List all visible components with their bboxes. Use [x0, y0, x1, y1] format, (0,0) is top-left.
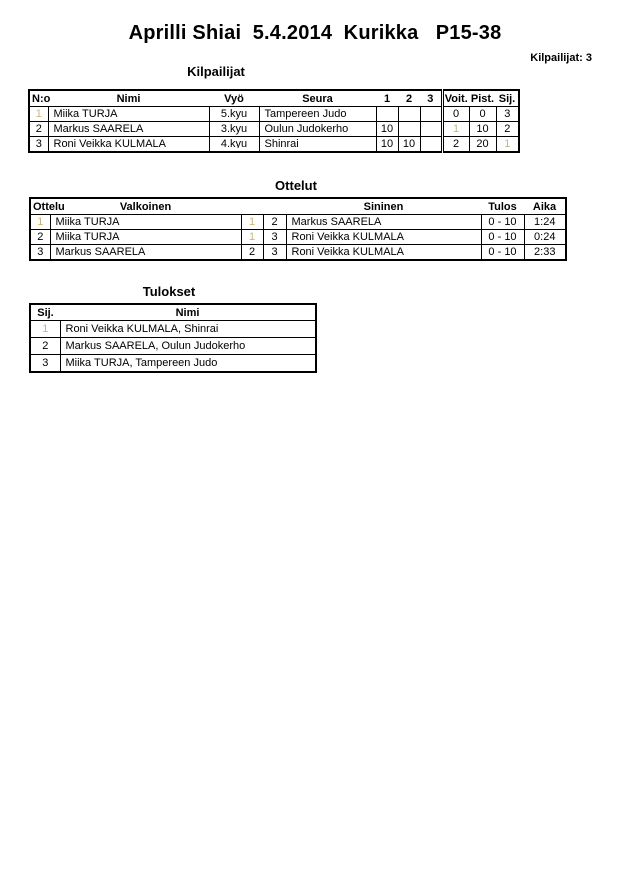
- cell-blue-no: 3: [263, 230, 286, 245]
- cell-blue-name: Markus SAARELA: [286, 215, 481, 230]
- cell-place: 2: [496, 122, 519, 137]
- cell-time: 2:33: [524, 245, 566, 261]
- result-row: [30, 321, 316, 338]
- col-header-name: Nimi: [60, 304, 316, 321]
- results-table: [29, 303, 317, 373]
- cell-no: 3: [29, 137, 48, 153]
- cell-belt: 4.kyu: [209, 137, 259, 153]
- cell-match3: [420, 122, 442, 137]
- match-row: [30, 230, 566, 245]
- cell-club: Tampereen Judo: [259, 107, 376, 122]
- col-header-points: Pist.: [469, 90, 496, 107]
- col-header-wins: Voit.: [442, 90, 469, 107]
- cell-place: 3: [30, 355, 60, 373]
- cell-match-no: 2: [30, 230, 50, 245]
- cell-time: 0:24: [524, 230, 566, 245]
- competitors-count-label: Kilpailijat: 3: [530, 52, 592, 64]
- matches-header-row: [30, 198, 566, 215]
- cell-match-no: 3: [30, 245, 50, 261]
- cell-match1: [376, 107, 398, 122]
- cell-white-no: 1: [241, 215, 263, 230]
- competitors-table: [28, 89, 520, 153]
- results-header-row: [30, 304, 316, 321]
- cell-result: 0 - 10: [481, 215, 524, 230]
- cell-white-no: 2: [241, 245, 263, 261]
- col-header-no: N:o: [29, 90, 48, 107]
- cell-white-name: Markus SAARELA: [50, 245, 241, 261]
- page-title: Aprilli Shiai 5.4.2014 Kurikka P15-38: [128, 22, 502, 44]
- competitor-row: [29, 137, 519, 153]
- cell-blue-no: 2: [263, 215, 286, 230]
- cell-wins: 0: [442, 107, 469, 122]
- section-title-tulokset: Tulokset: [142, 284, 196, 299]
- cell-name: Miika TURJA, Tampereen Judo: [60, 355, 316, 373]
- col-header-match3: 3: [420, 90, 442, 107]
- col-header-match2: 2: [398, 90, 420, 107]
- cell-points: 10: [469, 122, 496, 137]
- cell-place: 2: [30, 338, 60, 355]
- cell-club: Shinrai: [259, 137, 376, 153]
- col-header-blue-no: [263, 198, 286, 215]
- col-header-place: Sij.: [496, 90, 519, 107]
- cell-wins: 1: [442, 122, 469, 137]
- col-header-match: Ottelu: [30, 198, 50, 215]
- col-header-time: Aika: [524, 198, 566, 215]
- cell-name: Miika TURJA: [48, 107, 209, 122]
- col-header-match1: 1: [376, 90, 398, 107]
- cell-name: Roni Veikka KULMALA: [48, 137, 209, 153]
- cell-match2: [398, 122, 420, 137]
- cell-white-name: Miika TURJA: [50, 215, 241, 230]
- col-header-result: Tulos: [481, 198, 524, 215]
- competitor-row: [29, 122, 519, 137]
- cell-place: 3: [496, 107, 519, 122]
- cell-match-no: 1: [30, 215, 50, 230]
- col-header-white-no: [241, 198, 263, 215]
- col-header-place: Sij.: [30, 304, 60, 321]
- cell-blue-name: Roni Veikka KULMALA: [286, 230, 481, 245]
- col-header-blue: Sininen: [286, 198, 481, 215]
- cell-belt: 5.kyu: [209, 107, 259, 122]
- competitors-header-row: [29, 90, 519, 107]
- competitor-row: [29, 107, 519, 122]
- cell-time: 1:24: [524, 215, 566, 230]
- cell-match2: 10: [398, 137, 420, 153]
- cell-result: 0 - 10: [481, 230, 524, 245]
- cell-points: 20: [469, 137, 496, 153]
- result-row: [30, 355, 316, 373]
- result-row: [30, 338, 316, 355]
- matches-table: [29, 197, 567, 261]
- cell-no: 1: [29, 107, 48, 122]
- col-header-club: Seura: [259, 90, 376, 107]
- cell-blue-name: Roni Veikka KULMALA: [286, 245, 481, 261]
- cell-match1: 10: [376, 137, 398, 153]
- cell-belt: 3.kyu: [209, 122, 259, 137]
- cell-place: 1: [496, 137, 519, 153]
- cell-result: 0 - 10: [481, 245, 524, 261]
- cell-place: 1: [30, 321, 60, 338]
- cell-white-name: Miika TURJA: [50, 230, 241, 245]
- cell-white-no: 1: [241, 230, 263, 245]
- cell-match3: [420, 137, 442, 153]
- col-header-white: Valkoinen: [50, 198, 241, 215]
- col-header-belt: Vyö: [209, 90, 259, 107]
- cell-points: 0: [469, 107, 496, 122]
- section-title-kilpailijat: Kilpailijat: [187, 64, 245, 79]
- cell-match2: [398, 107, 420, 122]
- cell-match3: [420, 107, 442, 122]
- cell-name: Roni Veikka KULMALA, Shinrai: [60, 321, 316, 338]
- cell-wins: 2: [442, 137, 469, 153]
- cell-club: Oulun Judokerho: [259, 122, 376, 137]
- cell-name: Markus SAARELA: [48, 122, 209, 137]
- match-row: [30, 215, 566, 230]
- col-header-name: Nimi: [48, 90, 209, 107]
- match-row: [30, 245, 566, 261]
- cell-match1: 10: [376, 122, 398, 137]
- cell-blue-no: 3: [263, 245, 286, 261]
- cell-no: 2: [29, 122, 48, 137]
- section-title-ottelut: Ottelut: [275, 178, 317, 193]
- cell-name: Markus SAARELA, Oulun Judokerho: [60, 338, 316, 355]
